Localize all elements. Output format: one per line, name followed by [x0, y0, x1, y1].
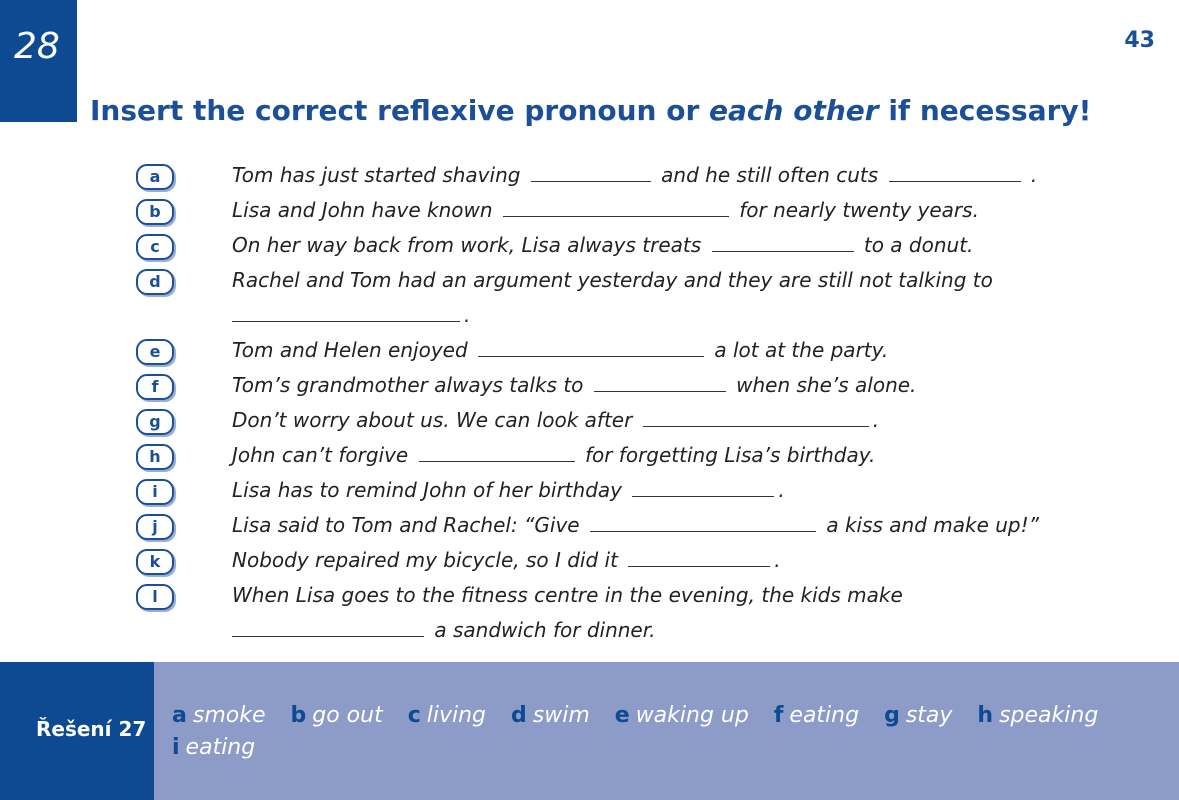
item-sentence: Rachel and Tom had an argument yesterday and they are still not talking to [232, 268, 993, 292]
item-sentence [232, 548, 781, 572]
answer-letter: a [172, 703, 187, 728]
exercise-item-c [136, 230, 1146, 265]
solution-answers [172, 700, 1162, 764]
sentence-part: Tom’s grandmother always talks to [232, 373, 584, 397]
title-text-end: if necessary! [888, 94, 1092, 127]
answer-blank[interactable] [232, 618, 424, 637]
answer-word: stay [905, 703, 953, 728]
sentence-part: Lisa and John have known [232, 198, 493, 222]
exercise-item-f [136, 370, 1146, 405]
exercise-item-k [136, 545, 1146, 580]
item-letter-badge: f [136, 374, 174, 400]
sentence-part: a sandwich for dinner. [434, 618, 656, 642]
answer-letter: c [407, 703, 421, 728]
sentence-part: Tom and Helen enjoyed [232, 338, 468, 362]
sentence-part: . [1030, 163, 1038, 187]
answer-blank[interactable] [503, 198, 729, 217]
item-sentence [232, 443, 875, 467]
sentence-part: John can’t forgive [232, 443, 409, 467]
solution-answer [291, 700, 383, 732]
item-letter-badge: e [136, 339, 174, 365]
answer-blank[interactable] [632, 478, 774, 497]
exercise-item-e [136, 335, 1146, 370]
answer-blank[interactable] [232, 303, 460, 322]
sentence-part: a kiss and make up!” [826, 513, 1039, 537]
sentence-part: for forgetting Lisa’s birthday. [584, 443, 876, 467]
answer-word: eating [789, 703, 860, 728]
item-sentence [232, 338, 888, 362]
item-letter-badge: k [136, 549, 174, 575]
exercise-item-g [136, 405, 1146, 440]
solution-answer [172, 700, 266, 732]
answer-blank[interactable] [628, 548, 770, 567]
item-sentence: When Lisa goes to the fitness centre in the evening, the kids make [232, 583, 903, 607]
exercise-item-a [136, 160, 1146, 195]
solution-answer [884, 700, 952, 732]
sentence-part: Lisa said to Tom and Rachel: “Give [232, 513, 580, 537]
answer-letter: e [614, 703, 630, 728]
exercise-number: 28 [14, 26, 60, 67]
sentence-part: and he still often cuts [661, 163, 879, 187]
solution-answer [511, 700, 590, 732]
item-letter-badge: d [136, 269, 174, 295]
solution-answer [977, 700, 1098, 732]
title-text-start: Insert the correct reflexive pronoun or [90, 94, 700, 127]
exercise-item-l [136, 580, 1146, 615]
item-letter-badge: c [136, 234, 174, 260]
exercise-item-d [136, 265, 1146, 300]
item-sentence [232, 478, 785, 502]
answer-word: eating [185, 735, 256, 760]
exercise-title [90, 94, 1091, 127]
sentence-part: . [464, 303, 471, 327]
answer-blank[interactable] [889, 163, 1021, 182]
exercise-item-i [136, 475, 1146, 510]
answer-blank[interactable] [478, 338, 704, 357]
exercise-item-d-continuation [136, 300, 1146, 335]
sentence-part: Nobody repaired my bicycle, so I did it [232, 548, 618, 572]
item-sentence [232, 373, 916, 397]
answer-letter: f [773, 703, 784, 728]
sentence-part: . [778, 478, 785, 502]
page-number: 43 [1124, 28, 1155, 53]
answer-letter: h [977, 703, 994, 728]
answer-word: waking up [635, 703, 749, 728]
item-sentence-continuation [232, 303, 470, 327]
solution-answer [615, 700, 749, 732]
item-sentence [232, 513, 1039, 537]
sentence-part: Don’t worry about us. We can look after [232, 408, 633, 432]
sentence-part: to a donut. [863, 233, 974, 257]
item-sentence [232, 233, 973, 257]
item-letter-badge: l [136, 584, 174, 610]
answer-word: speaking [999, 703, 1099, 728]
sentence-part: Lisa has to remind John of her birthday [232, 478, 622, 502]
solution-answer [172, 732, 255, 764]
answer-word: smoke [192, 703, 266, 728]
sentence-part: when she’s alone. [736, 373, 917, 397]
sentence-part: On her way back from work, Lisa always treats [232, 233, 702, 257]
sentence-part: a lot at the party. [714, 338, 889, 362]
item-letter-badge: h [136, 444, 174, 470]
answer-blank[interactable] [419, 443, 575, 462]
solution-label-box [0, 662, 154, 800]
item-sentence [232, 408, 879, 432]
exercise-items [136, 160, 1146, 650]
answer-blank[interactable] [594, 373, 726, 392]
item-letter-badge: b [136, 199, 174, 225]
answer-word: living [426, 703, 487, 728]
solution-answer [774, 700, 859, 732]
item-letter-badge: j [136, 514, 174, 540]
answer-word: swim [532, 703, 590, 728]
answer-blank[interactable] [590, 513, 816, 532]
answer-blank[interactable] [643, 408, 869, 427]
sentence-part: Tom has just started shaving [232, 163, 521, 187]
answer-letter: b [290, 703, 307, 728]
item-letter-badge: g [136, 409, 174, 435]
title-text-emphasis: each other [709, 94, 879, 127]
sentence-part: for nearly twenty years. [739, 198, 979, 222]
answer-letter: g [884, 703, 900, 728]
item-sentence [232, 198, 979, 222]
sentence-part: . [872, 408, 880, 432]
item-sentence-continuation [232, 618, 655, 642]
exercise-number-box [0, 0, 77, 122]
solution-answer [408, 700, 486, 732]
exercise-item-b [136, 195, 1146, 230]
solution-footer [0, 662, 1179, 800]
item-letter-badge: i [136, 479, 174, 505]
exercise-item-h [136, 440, 1146, 475]
answer-blank[interactable] [712, 233, 854, 252]
exercise-item-l-continuation [136, 615, 1146, 650]
answer-letter: d [511, 703, 527, 728]
answer-word: go out [312, 703, 383, 728]
answer-blank[interactable] [531, 163, 651, 182]
answer-letter: i [172, 735, 180, 760]
item-letter-badge: a [136, 164, 174, 190]
item-sentence [232, 163, 1037, 187]
sentence-part: . [774, 548, 781, 572]
exercise-item-j [136, 510, 1146, 545]
solution-label: Řešení 27 [36, 717, 147, 741]
